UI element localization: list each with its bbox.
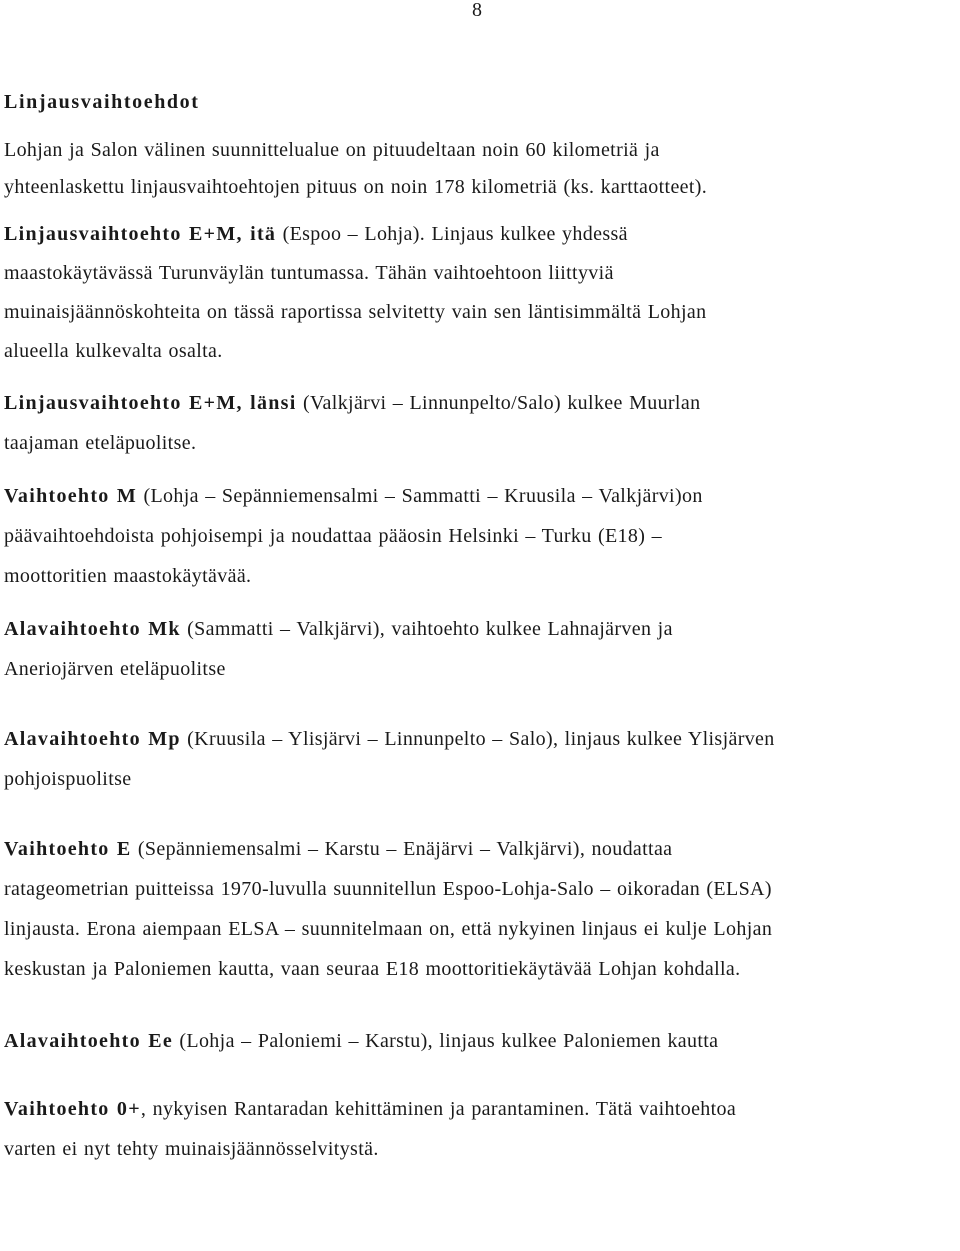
alternative-term: Linjausvaihtoehto E+M, länsi — [4, 391, 297, 414]
text-line: pohjoispuolitse — [4, 767, 132, 790]
text-line: Lohjan ja Salon välinen suunnittelualue on pituudeltaan noin 60 kilometriä ja — [4, 138, 660, 161]
alternative-text: (Espoo – Lohja). Linjaus kulkee yhdessä — [276, 222, 628, 245]
text-line: taajaman eteläpuolitse. — [4, 431, 197, 454]
alternative-term: Alavaihtoehto Mp — [4, 727, 181, 750]
text-line — [4, 383, 956, 423]
text-line: Aneriojärven eteläpuolitse — [4, 657, 226, 680]
alternative-term: Alavaihtoehto Mk — [4, 617, 181, 640]
text-line — [4, 829, 956, 869]
text-line: ratageometrian puitteissa 1970-luvulla suunnitellun Espoo-Lohja-Salo – oikoradan (ELSA) — [4, 877, 772, 900]
alternative-paragraph-em-west — [4, 383, 956, 463]
intro-paragraph — [4, 132, 956, 207]
alternative-term: Vaihtoehto E — [4, 837, 132, 860]
text-line — [4, 1089, 956, 1129]
alternative-paragraph-e — [4, 829, 956, 989]
text-line: varten ei nyt tehty muinaisjäännösselvitystä. — [4, 1137, 379, 1160]
text-line — [4, 215, 956, 254]
text-line: keskustan ja Paloniemen kautta, vaan seuraa E18 moottoritiekäytävää Lohjan kohdalla. — [4, 957, 741, 980]
document-body — [4, 84, 956, 1169]
alternative-text: , nykyisen Rantaradan kehittäminen ja parantaminen. Tätä vaihtoehtoa — [140, 1097, 737, 1120]
text-line: yhteenlaskettu linjausvaihtoehtojen pituus on noin 178 kilometriä (ks. karttaotteet). — [4, 176, 708, 198]
text-line — [4, 1021, 956, 1061]
text-line: linjausta. Erona aiempaan ELSA – suunnitelmaan on, että nykyinen linjaus ei kulje Lohjan — [4, 917, 773, 940]
alternative-term: Vaihtoehto M — [4, 484, 138, 507]
text-line: päävaihtoehdoista pohjoisempi ja noudattaa pääosin Helsinki – Turku (E18) – — [4, 524, 662, 547]
alternative-text: (Valkjärvi – Linnunpelto/Salo) kulkee Muurlan — [296, 391, 701, 414]
alternative-paragraph-m — [4, 476, 956, 596]
alternative-paragraph-mp — [4, 719, 956, 799]
alternative-text: (Sammatti – Valkjärvi), vaihtoehto kulkee Lahnajärven ja — [180, 617, 673, 640]
alternative-text: (Lohja – Sepänniemensalmi – Sammatti – Kruusila – Valkjärvi)on — [137, 484, 703, 507]
alternative-text: (Kruusila – Ylisjärvi – Linnunpelto – Salo), linjaus kulkee Ylisjärven — [180, 727, 775, 750]
text-line — [4, 609, 956, 649]
alternative-paragraph-mk — [4, 609, 956, 689]
alternative-paragraph-em-east — [4, 215, 956, 371]
alternative-term: Linjausvaihtoehto E+M, itä — [4, 222, 277, 245]
alternative-paragraph-ee — [4, 1021, 956, 1061]
alternative-text: (Lohja – Paloniemi – Karstu), linjaus kulkee Paloniemen kautta — [173, 1029, 719, 1052]
alternative-text: (Sepänniemensalmi – Karstu – Enäjärvi – Valkjärvi), noudattaa — [131, 837, 673, 860]
text-line: maastokäytävässä Turunväylän tuntumassa. Tähän vaihtoehtoon liittyviä — [4, 261, 614, 284]
text-line — [4, 476, 956, 516]
section-heading: Linjausvaihtoehdot — [4, 91, 200, 113]
alternative-term: Vaihtoehto 0+ — [4, 1097, 141, 1120]
alternative-paragraph-0-plus — [4, 1089, 956, 1169]
text-line: muinaisjäännöskohteita on tässä raportissa selvitetty vain sen läntisimmältä Lohjan — [4, 300, 707, 323]
text-line: moottoritien maastokäytävää. — [4, 564, 252, 587]
text-line: alueella kulkevalta osalta. — [4, 339, 223, 362]
alternative-term: Alavaihtoehto Ee — [4, 1029, 174, 1052]
page-number: 8 — [472, 0, 482, 21]
text-line — [4, 719, 956, 759]
